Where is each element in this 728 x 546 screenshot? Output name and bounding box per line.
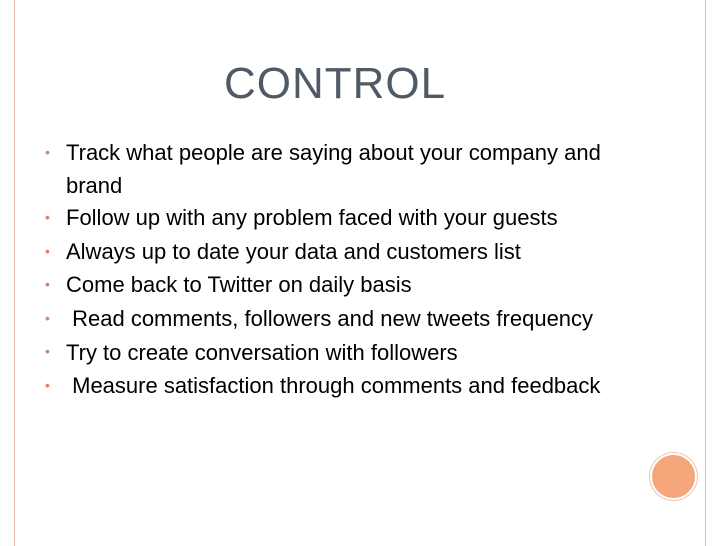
bullet-item bbox=[45, 269, 625, 303]
bullet-item bbox=[45, 337, 625, 371]
bullet-marker-icon: • bbox=[45, 309, 50, 326]
bullet-text: Follow up with any problem faced with your guests bbox=[66, 205, 558, 231]
slide-title: CONTROL bbox=[223, 59, 447, 108]
bullet-text: Read comments, followers and new tweets frequency bbox=[66, 306, 594, 331]
bullet-item bbox=[45, 202, 625, 236]
bullet-item bbox=[45, 137, 625, 202]
bullet-text: Measure satisfaction through comments and feedback bbox=[66, 373, 601, 399]
bullet-marker-icon: • bbox=[45, 376, 50, 393]
bullet-marker-icon: • bbox=[45, 209, 50, 226]
bullet-text: Come back to Twitter on daily basis bbox=[66, 272, 412, 298]
bullet-text: Try to create conversation with followers bbox=[66, 339, 458, 365]
bullet-item bbox=[45, 370, 625, 404]
bullet-text: Track what people are saying about your company and brand bbox=[66, 140, 601, 198]
bullet-marker-icon: • bbox=[45, 242, 50, 259]
bullet-marker-icon: • bbox=[45, 343, 50, 360]
bullet-list bbox=[45, 137, 625, 404]
bullet-marker-icon: • bbox=[45, 143, 50, 160]
decorative-circle bbox=[650, 453, 697, 500]
bullet-item bbox=[45, 303, 625, 337]
bullet-item bbox=[45, 236, 625, 270]
bullet-marker-icon: • bbox=[45, 276, 50, 293]
bullet-text: Always up to date your data and customers list bbox=[66, 238, 521, 264]
